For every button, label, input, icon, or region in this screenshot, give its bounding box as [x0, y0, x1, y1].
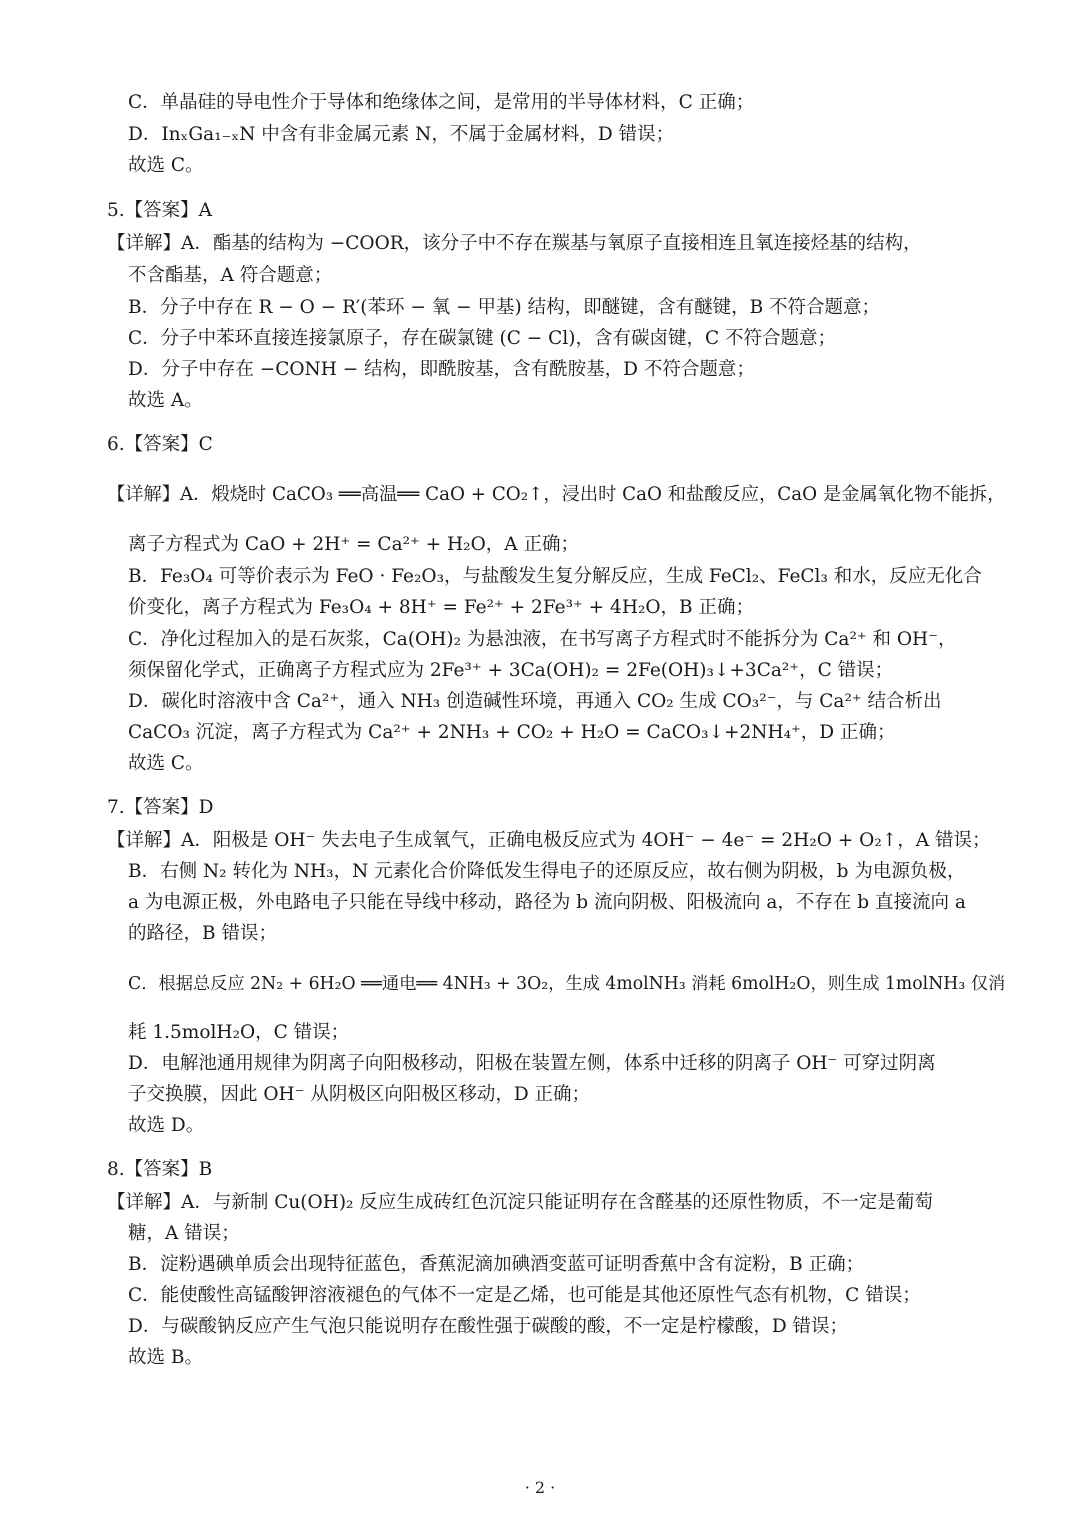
text-line: 糖，A 错误；	[128, 1223, 240, 1244]
text-line: C．单晶硅的导电性介于导体和绝缘体之间，是常用的半导体材料，C 正确；	[128, 92, 755, 113]
text-line: B．右侧 N₂ 转化为 NH₃，N 元素化合价降低发生得电子的还原反应，故右侧为阴极，b 为电源负极，	[128, 861, 966, 882]
text-line: 的路径，B 错误；	[128, 923, 277, 944]
text-line: D．InₓGa₁₋ₓN 中含有非金属元素 N，不属于金属材料，D 错误；	[128, 124, 675, 145]
text-line: C．根据总反应 2N₂ + 6H₂O ══通电══ 4NH₃ + 3O₂，生成 4molNH₃ 消耗 6molH₂O，则生成 1molNH₃ 仅消	[128, 974, 1006, 994]
answer-heading: 5.【答案】A	[107, 200, 213, 221]
text-line: 子交换膜，因此 OH⁻ 从阴极区向阳极区移动，D 正确；	[128, 1084, 591, 1105]
text-line: 【详解】A．酯基的结构为 −COOR，该分子中不存在羰基与氧原子直接相连且氧连接烃基的结构，	[107, 233, 922, 254]
text-line: 故选 C。	[128, 753, 204, 774]
text-line: 须保留化学式，正确离子方程式应为 2Fe³⁺ + 3Ca(OH)₂ = 2Fe(OH)₃↓+3Ca²⁺，C 错误；	[128, 660, 894, 681]
text-line: a 为电源正极，外电路电子只能在导线中移动，路径为 b 流向阴极、阳极流向 a，不存在 b 直接流向 a	[128, 892, 966, 913]
answer-heading: 7.【答案】D	[107, 797, 214, 818]
text-line: CaCO₃ 沉淀，离子方程式为 Ca²⁺ + 2NH₃ + CO₂ + H₂O = CaCO₃↓+2NH₄⁺，D 正确；	[128, 722, 896, 743]
text-line: 耗 1.5molH₂O，C 错误；	[128, 1022, 350, 1043]
text-line: 故选 B。	[128, 1347, 203, 1368]
text-line: D．与碳酸钠反应产生气泡只能说明存在酸性强于碳酸的酸，不一定是柠檬酸，D 错误；	[128, 1316, 849, 1337]
text-line: 故选 A。	[128, 390, 203, 411]
answer-heading: 6.【答案】C	[107, 434, 213, 455]
text-line: 离子方程式为 CaO + 2H⁺ = Ca²⁺ + H₂O，A 正确；	[128, 534, 580, 555]
text-line: C．分子中苯环直接连接氯原子，存在碳氯键 (C − Cl)，含有碳卤键，C 不符合题意；	[128, 328, 836, 349]
text-line: D．电解池通用规律为阴离子向阳极移动，阳极在装置左侧，体系中迁移的阴离子 OH⁻ 可穿过阴离	[128, 1053, 936, 1074]
answer-heading: 8.【答案】B	[107, 1159, 213, 1180]
text-line: C．能使酸性高锰酸钾溶液褪色的气体不一定是乙烯，也可能是其他还原性气态有机物，C 错误；	[128, 1285, 921, 1306]
text-line: 价变化，离子方程式为 Fe₃O₄ + 8H⁺ = Fe²⁺ + 2Fe³⁺ + 4H₂O，B 正确；	[128, 597, 755, 618]
text-line: B．Fe₃O₄ 可等价表示为 FeO · Fe₂O₃，与盐酸发生复分解反应，生成 FeCl₂、FeCl₃ 和水，反应无化合	[128, 566, 982, 587]
text-line: 【详解】A．与新制 Cu(OH)₂ 反应生成砖红色沉淀只能证明存在含醛基的还原性物质，不一定是葡萄	[107, 1192, 933, 1213]
text-line: D．碳化时溶液中含 Ca²⁺，通入 NH₃ 创造碱性环境，再通入 CO₂ 生成 CO₃²⁻，与 Ca²⁺ 结合析出	[128, 691, 942, 712]
text-line: D．分子中存在 −CONH − 结构，即酰胺基，含有酰胺基，D 不符合题意；	[128, 359, 755, 380]
text-line: 不含酯基，A 符合题意；	[128, 265, 333, 286]
text-line: C．净化过程加入的是石灰浆，Ca(OH)₂ 为悬浊液，在书写离子方程式时不能拆分为 Ca²⁺ 和 OH⁻，	[128, 629, 957, 650]
text-line: 故选 D。	[128, 1115, 205, 1136]
text-line: 【详解】A．阳极是 OH⁻ 失去电子生成氧气，正确电极反应式为 4OH⁻ − 4e⁻ = 2H₂O + O₂↑，A 错误；	[107, 830, 991, 851]
text-line: 故选 C。	[128, 155, 204, 176]
text-line: B．淀粉遇碘单质会出现特征蓝色，香蕉泥滴加碘酒变蓝可证明香蕉中含有淀粉，B 正确；	[128, 1254, 865, 1275]
text-line: B．分子中存在 R − O − R′(苯环 − 氧 − 甲基) 结构，即醚键，含有醚键，B 不符合题意；	[128, 297, 881, 318]
text-line: 【详解】A．煅烧时 CaCO₃ ══高温══ CaO + CO₂↑，浸出时 CaO 和盐酸反应，CaO 是金属氧化物不能拆，	[107, 484, 1006, 505]
page-number: · 2 ·	[524, 1478, 556, 1497]
